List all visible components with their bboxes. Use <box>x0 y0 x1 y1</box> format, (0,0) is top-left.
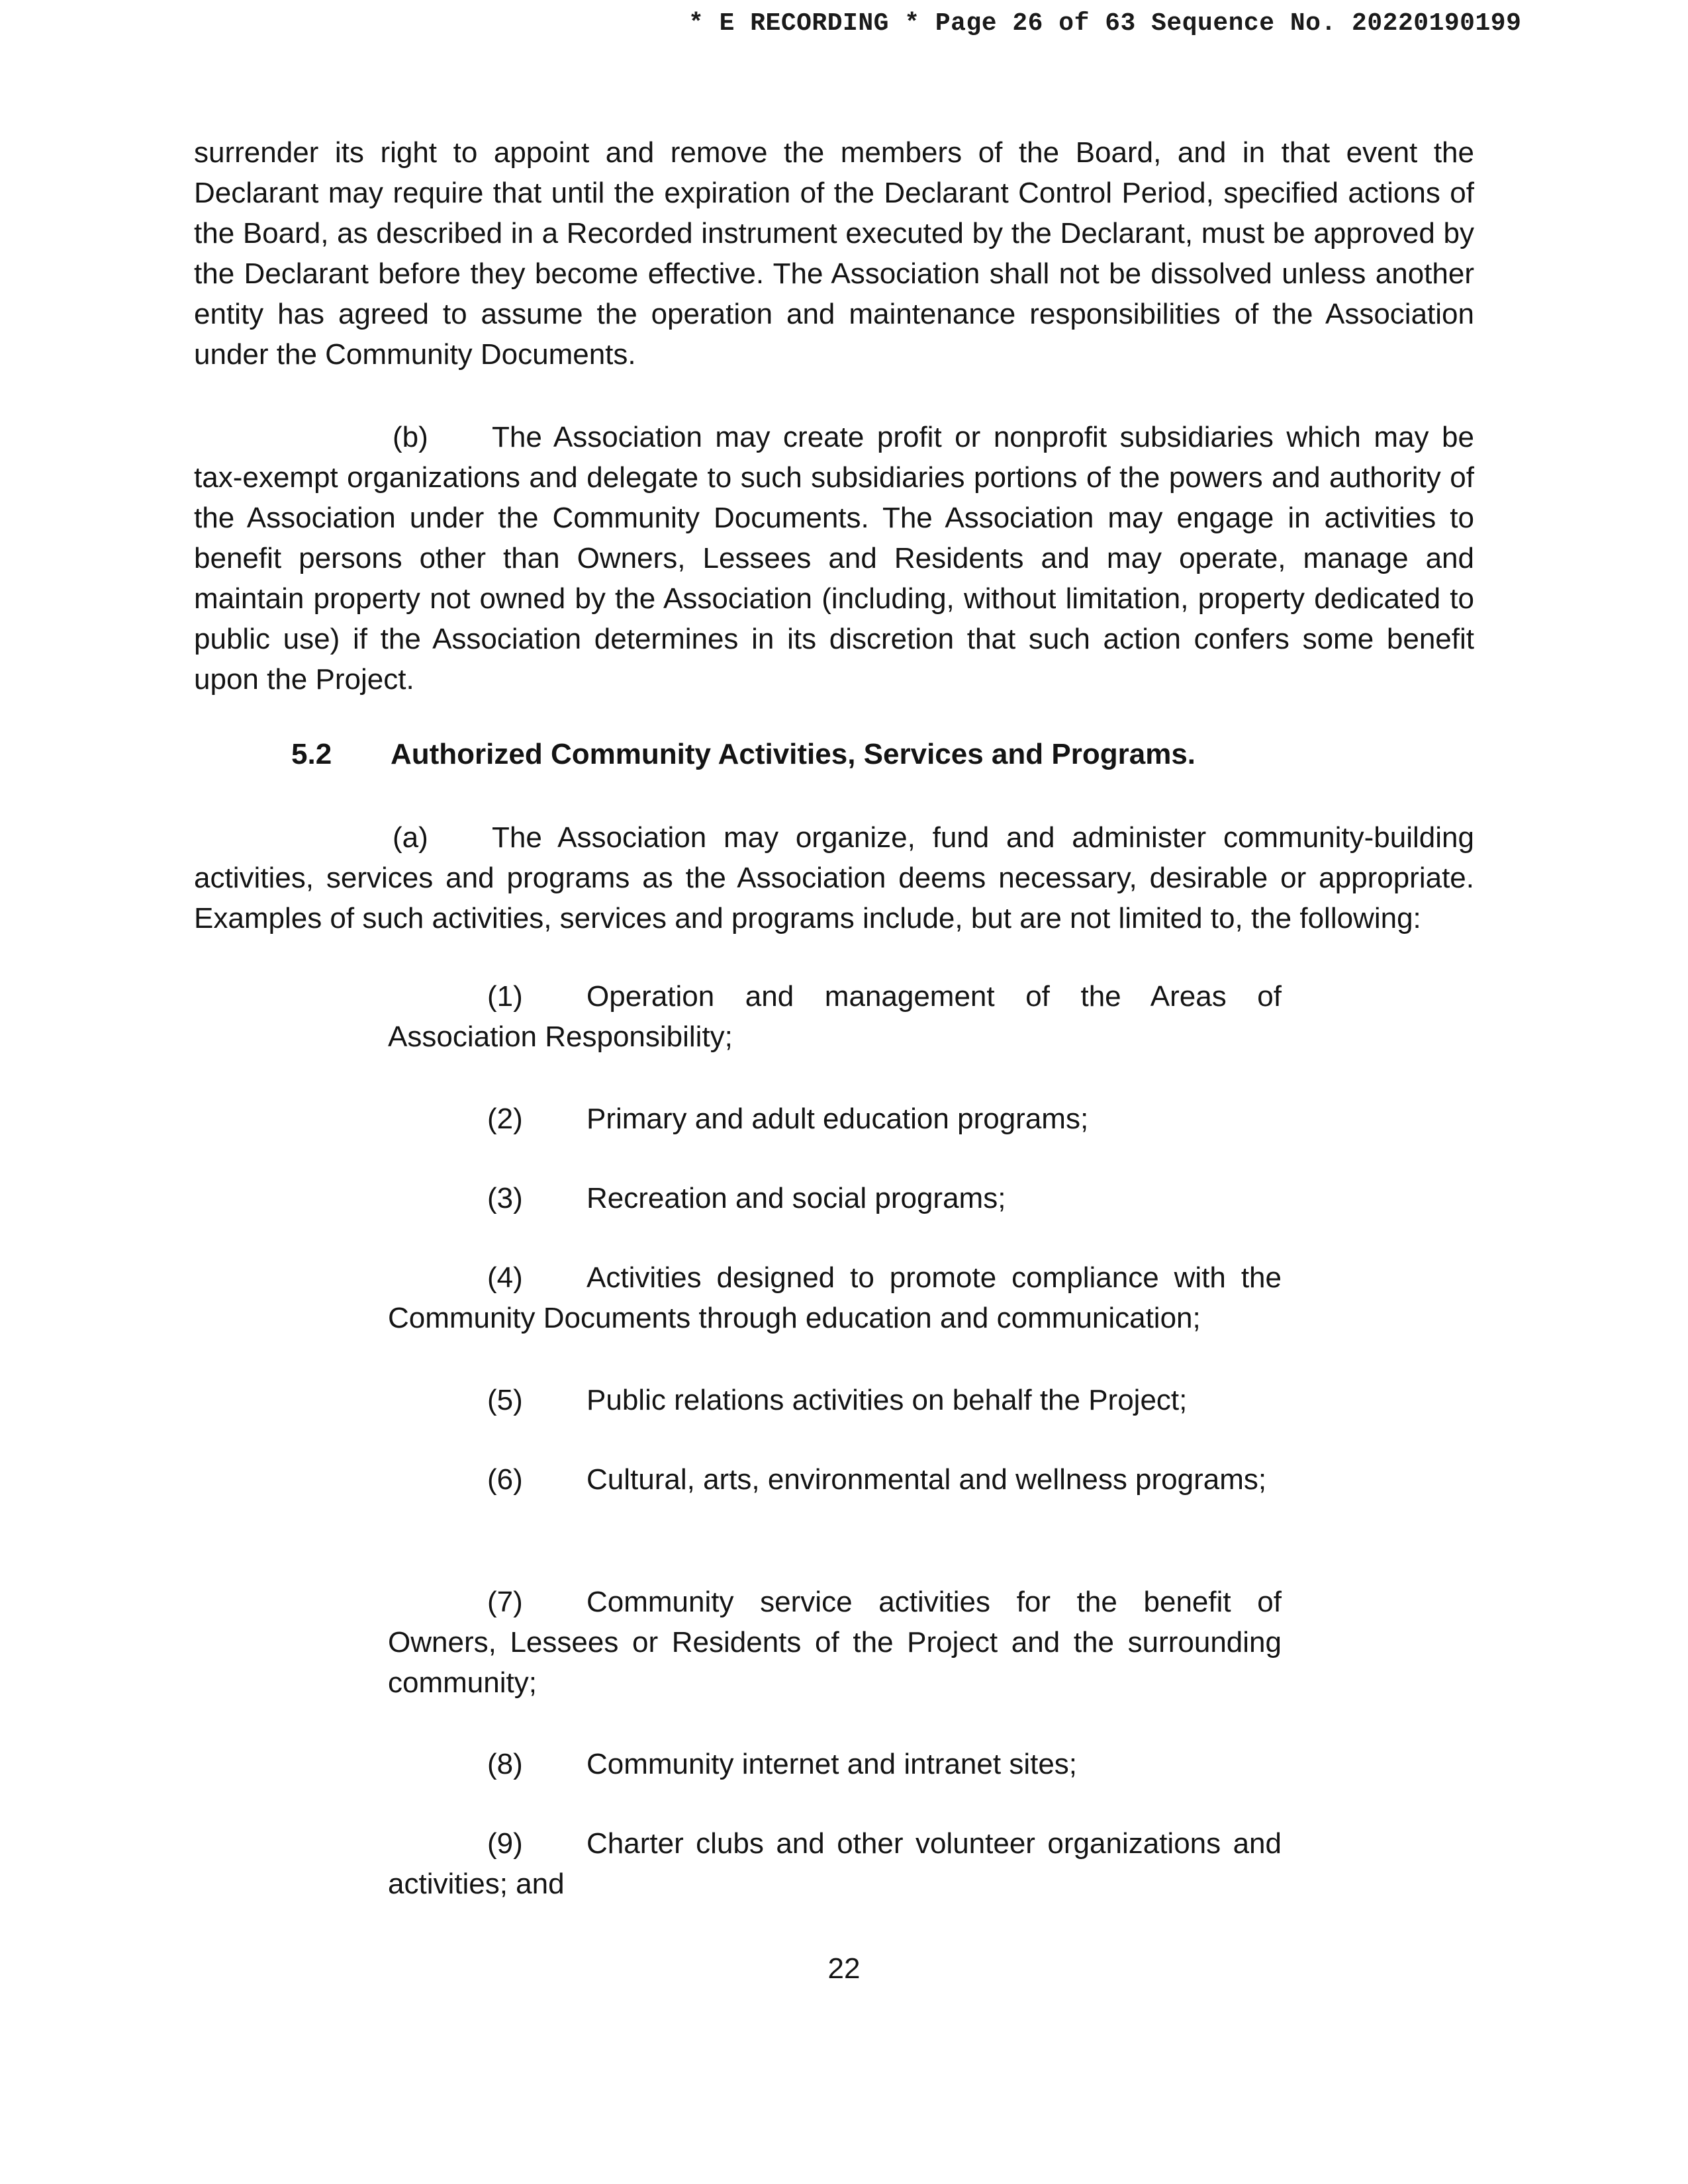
list-item-number: (3) <box>487 1182 523 1214</box>
page-number: 22 <box>827 1952 861 1985</box>
list-item-number: (1) <box>487 980 523 1013</box>
list-item <box>388 1380 1282 1420</box>
paragraph-b-text: The Association may create profit or nonprofit subsidiaries which may be tax-exempt organizations and delegate to such subsidiaries portions of the powers and authority of the Association under the Community Documents. The Association may engage in activities to benefit persons other than Owners, Lessees and Residents and may operate, manage and maintain property not owned by the Association (including, without limitation, property dedicated to public use) if the Association determines in its discretion that such action confers some benefit upon the Project. <box>194 421 1474 696</box>
list-item <box>388 1744 1282 1784</box>
list-item <box>388 1178 1282 1218</box>
continuation-paragraph: surrender its right to appoint and remove the members of the Board, and in that event the Declarant may require that until the expiration of the Declarant Control Period, specified actions of the Board, as described in a Recorded instrument executed by the Declarant, must be approved by the Declarant before they become effective. The Association shall not be dissolved unless another entity has agreed to assume the operation and maintenance responsibilities of the Association under the Community Documents. <box>194 136 1474 371</box>
list-item-number: (6) <box>487 1463 523 1496</box>
list-item-number: (8) <box>487 1748 523 1780</box>
list-item-text: Community internet and intranet sites; <box>586 1748 1078 1780</box>
list-item-text: Cultural, arts, environmental and wellness programs; <box>586 1463 1267 1496</box>
recording-header: * E RECORDING * Page 26 of 63 Sequence No. 20220190199 <box>688 9 1522 38</box>
paragraph-b <box>194 417 1474 700</box>
list-item-number: (7) <box>487 1586 523 1618</box>
paragraph-a-text: The Association may organize, fund and administer community-building activities, services and programs as the Association deems necessary, desirable or appropriate. Examples of such activities, services and programs include, but are not limited to, the following: <box>194 821 1474 934</box>
list-item-text: Primary and adult education programs; <box>586 1103 1089 1135</box>
section-title: Authorized Community Activities, Services and Programs. <box>391 738 1196 770</box>
list-item-number: (9) <box>487 1827 523 1860</box>
list-item-number: (2) <box>487 1103 523 1135</box>
list-item <box>388 1459 1282 1500</box>
list-item-text: Community service activities for the benefit of Owners, Lessees or Residents of the Project and the surrounding community; <box>388 1586 1282 1699</box>
list-item-number: (5) <box>487 1384 523 1416</box>
paragraph-a-label: (a) <box>393 821 428 854</box>
list-item-text: Charter clubs and other volunteer organizations and activities; and <box>388 1827 1282 1900</box>
list-item-text: Recreation and social programs; <box>586 1182 1006 1214</box>
paragraph-b-label: (b) <box>393 421 428 453</box>
paragraph-a <box>194 817 1474 938</box>
section-number: 5.2 <box>291 738 332 770</box>
list-item-text: Operation and management of the Areas of Association Responsibility; <box>388 980 1282 1053</box>
section-heading <box>291 738 1196 771</box>
list-item <box>388 1823 1282 1904</box>
list-item <box>388 976 1282 1057</box>
list-item <box>388 1257 1282 1338</box>
list-item-text: Public relations activities on behalf the Project; <box>586 1384 1188 1416</box>
list-item-text: Activities designed to promote compliance with the Community Documents through education and communication; <box>388 1261 1282 1334</box>
list-item <box>388 1099 1282 1139</box>
list-item <box>388 1582 1282 1703</box>
list-item-number: (4) <box>487 1261 523 1294</box>
